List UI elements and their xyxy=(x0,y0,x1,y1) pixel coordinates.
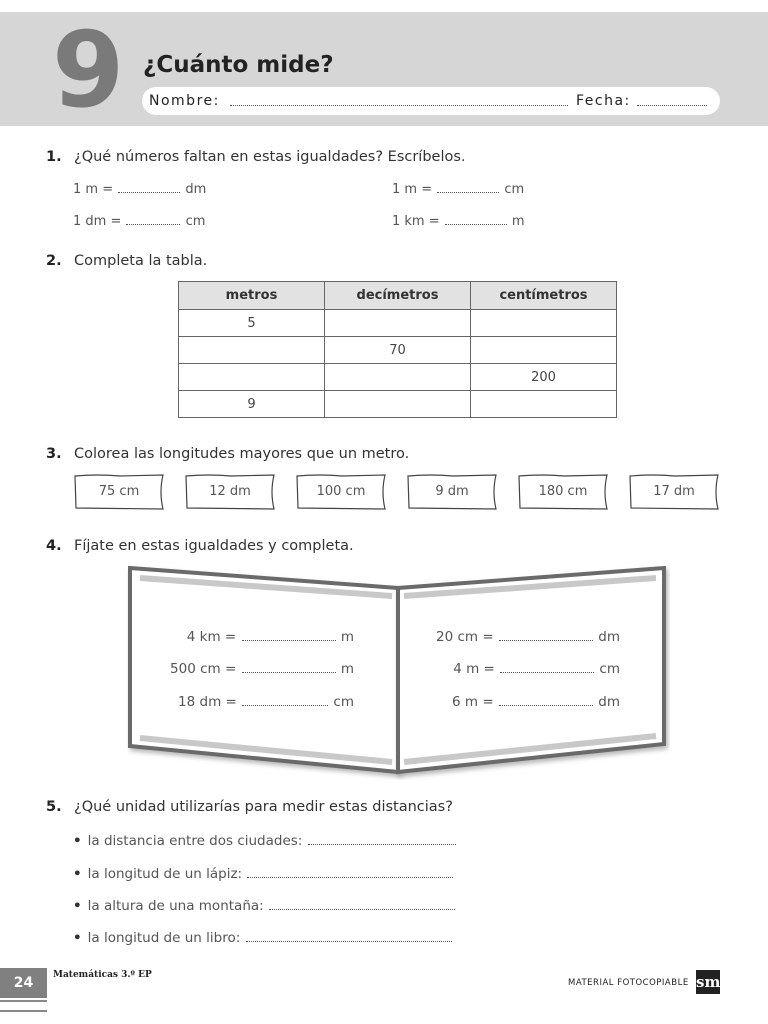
question-text: ¿Qué unidad utilizarías para medir estas distancias? xyxy=(74,799,453,815)
equality-unit: cm xyxy=(599,661,620,677)
equality-item xyxy=(73,214,205,229)
answer-blank[interactable] xyxy=(437,182,499,193)
equality-left: 1 dm = xyxy=(73,214,122,229)
table-row xyxy=(179,391,617,418)
list-item-text: la longitud de un lápiz: xyxy=(87,866,243,882)
table-row xyxy=(179,337,617,364)
answer-blank[interactable] xyxy=(246,931,452,942)
list-item: • la distancia entre dos ciudades: xyxy=(73,833,457,849)
list-item-text: la longitud de un libro: xyxy=(87,930,241,946)
list-item: • la altura de una montaña: xyxy=(73,898,456,914)
equality-left: 1 m = xyxy=(392,182,433,197)
table-cell[interactable] xyxy=(179,364,325,391)
length-box[interactable] xyxy=(518,474,608,510)
answer-blank[interactable] xyxy=(242,662,336,673)
page-number: 24 xyxy=(0,968,47,998)
length-box[interactable] xyxy=(407,474,497,510)
table-cell[interactable] xyxy=(325,364,471,391)
date-label: Fecha: xyxy=(576,93,631,109)
answer-blank[interactable] xyxy=(126,214,180,225)
column-header-metros: metros xyxy=(179,282,325,310)
equality-unit: cm xyxy=(504,182,525,197)
table-cell: 200 xyxy=(471,364,617,391)
length-label: 180 cm xyxy=(538,484,588,499)
equality-left: 4 km = xyxy=(186,629,237,645)
question-number: 2. xyxy=(46,253,62,269)
equality-left: 20 cm = xyxy=(436,629,494,645)
equality-item xyxy=(392,214,525,229)
unit-number: 9 xyxy=(52,9,121,131)
table-cell[interactable] xyxy=(325,391,471,418)
table-cell: 5 xyxy=(179,310,325,337)
equality-item xyxy=(392,182,524,197)
answer-blank[interactable] xyxy=(499,630,593,641)
equality-item xyxy=(420,629,620,645)
equality-left: 18 dm = xyxy=(178,694,237,710)
table-row xyxy=(179,364,617,391)
table-cell: 70 xyxy=(325,337,471,364)
length-box[interactable] xyxy=(629,474,719,510)
answer-blank[interactable] xyxy=(308,834,456,845)
column-header-centimetros: centímetros xyxy=(471,282,617,310)
answer-blank[interactable] xyxy=(242,630,336,641)
equality-unit: dm xyxy=(185,182,207,197)
equality-left: 1 km = xyxy=(392,214,440,229)
list-item-text: la altura de una montaña: xyxy=(87,898,264,914)
column-header-decimetros: decímetros xyxy=(325,282,471,310)
table-row xyxy=(179,310,617,337)
date-input[interactable] xyxy=(637,91,707,106)
equality-unit: m xyxy=(340,661,354,677)
conversion-table xyxy=(178,281,617,418)
table-cell[interactable] xyxy=(471,391,617,418)
table-header-row xyxy=(179,282,617,310)
equality-unit: dm xyxy=(598,629,620,645)
question-text: Completa la tabla. xyxy=(74,253,208,269)
answer-blank[interactable] xyxy=(445,214,507,225)
length-label: 75 cm xyxy=(98,484,140,499)
question-text: Colorea las longitudes mayores que un metro. xyxy=(74,446,410,462)
footer-rule xyxy=(0,1000,47,1012)
equality-unit: dm xyxy=(598,694,620,710)
length-label: 9 dm xyxy=(435,484,469,499)
equality-left: 4 m = xyxy=(453,661,495,677)
equality-left: 500 cm = xyxy=(170,661,237,677)
equality-item xyxy=(420,661,620,677)
answer-blank[interactable] xyxy=(500,662,594,673)
equality-item xyxy=(160,629,354,645)
answer-blank[interactable] xyxy=(118,182,180,193)
equality-left: 6 m = xyxy=(452,694,494,710)
publisher-logo: sm xyxy=(696,970,720,994)
answer-blank[interactable] xyxy=(499,695,593,706)
equality-item xyxy=(160,694,354,710)
list-item: • la longitud de un lápiz: xyxy=(73,866,454,882)
table-cell[interactable] xyxy=(471,337,617,364)
length-box[interactable] xyxy=(74,474,164,510)
list-item: • la longitud de un libro: xyxy=(73,930,453,946)
length-label: 17 dm xyxy=(653,484,695,499)
page-title: ¿Cuánto mide? xyxy=(143,52,334,78)
equality-unit: m xyxy=(340,629,354,645)
length-box[interactable] xyxy=(185,474,275,510)
table-cell[interactable] xyxy=(179,337,325,364)
name-label: Nombre: xyxy=(149,93,220,109)
equality-left: 1 m = xyxy=(73,182,114,197)
question-number: 3. xyxy=(46,446,62,462)
equality-unit: cm xyxy=(333,694,354,710)
table-cell[interactable] xyxy=(471,310,617,337)
equality-unit: cm xyxy=(185,214,206,229)
length-box[interactable] xyxy=(296,474,386,510)
equality-item xyxy=(420,694,620,710)
question-number: 4. xyxy=(46,538,62,554)
book-title: Matemáticas 3.º EP xyxy=(53,970,152,980)
table-cell: 9 xyxy=(179,391,325,418)
list-item-text: la distancia entre dos ciudades: xyxy=(87,833,303,849)
question-text: ¿Qué números faltan en estas igualdades? Escríbelos. xyxy=(74,149,466,165)
answer-blank[interactable] xyxy=(269,899,455,910)
question-number: 1. xyxy=(46,149,62,165)
answer-blank[interactable] xyxy=(242,695,328,706)
equality-item xyxy=(160,661,354,677)
table-cell[interactable] xyxy=(325,310,471,337)
name-input[interactable] xyxy=(230,91,568,106)
equality-item xyxy=(73,182,206,197)
photocopiable-notice: MATERIAL FOTOCOPIABLE xyxy=(568,978,689,988)
length-label: 100 cm xyxy=(316,484,366,499)
length-label: 12 dm xyxy=(209,484,251,499)
answer-blank[interactable] xyxy=(247,867,453,878)
question-text: Fíjate en estas igualdades y completa. xyxy=(74,538,354,554)
name-date-field xyxy=(142,87,720,115)
equality-unit: m xyxy=(511,214,525,229)
question-number: 5. xyxy=(46,799,62,815)
